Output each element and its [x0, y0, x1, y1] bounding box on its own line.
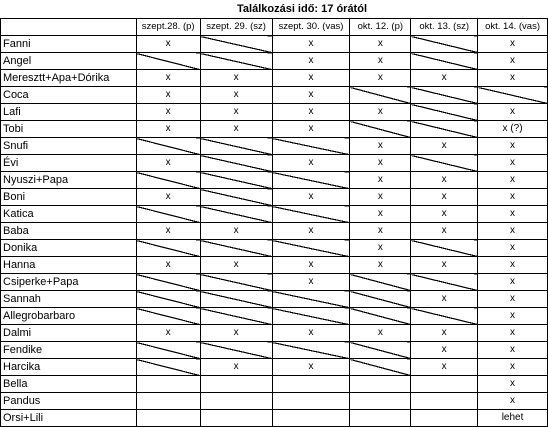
availability-cell[interactable]: x [478, 240, 548, 257]
availability-cell[interactable]: x [478, 223, 548, 240]
availability-cell[interactable]: x [350, 155, 411, 172]
availability-cell[interactable]: x [272, 155, 350, 172]
availability-cell[interactable]: x [272, 36, 350, 53]
empty-cell[interactable] [136, 410, 200, 427]
person-name-cell[interactable]: Bella [1, 376, 137, 393]
unavailable-cell[interactable] [350, 274, 411, 291]
person-name-cell[interactable]: Tobi [1, 121, 137, 138]
availability-cell[interactable]: x [136, 70, 200, 87]
unavailable-cell[interactable] [136, 291, 200, 308]
person-name-cell[interactable]: Nyuszi+Papa [1, 172, 137, 189]
availability-cell[interactable]: x [478, 104, 548, 121]
date-header-cell[interactable]: okt. 14. (vas) [478, 19, 548, 36]
availability-cell[interactable]: x [411, 342, 478, 359]
unavailable-cell[interactable] [200, 36, 272, 53]
availability-cell[interactable]: x [350, 325, 411, 342]
person-name-cell[interactable]: Évi [1, 155, 137, 172]
availability-cell[interactable]: x [411, 138, 478, 155]
availability-cell[interactable]: x [350, 206, 411, 223]
date-header-cell[interactable]: szept. 29. (sz) [200, 19, 272, 36]
availability-cell[interactable]: x [350, 172, 411, 189]
availability-cell[interactable]: x [411, 172, 478, 189]
unavailable-cell[interactable] [136, 53, 200, 70]
empty-cell[interactable] [411, 376, 478, 393]
availability-cell[interactable]: x [136, 325, 200, 342]
header-row [1, 19, 548, 36]
unavailable-cell[interactable] [272, 308, 350, 325]
availability-cell[interactable]: x [478, 206, 548, 223]
person-name-cell[interactable]: Angel [1, 53, 137, 70]
availability-cell[interactable]: x [350, 189, 411, 206]
availability-cell[interactable]: x [478, 308, 548, 325]
unavailable-cell[interactable] [200, 240, 272, 257]
availability-cell[interactable]: x [411, 223, 478, 240]
availability-cell[interactable]: x [272, 87, 350, 104]
table-row [1, 70, 548, 87]
availability-cell[interactable]: x [411, 325, 478, 342]
unavailable-cell[interactable] [411, 155, 478, 172]
person-name-cell[interactable]: Meresztt+Apa+Dórika [1, 70, 137, 87]
table-row [1, 325, 548, 342]
unavailable-cell[interactable] [411, 87, 478, 104]
availability-cell[interactable]: x [136, 87, 200, 104]
availability-cell[interactable]: x [272, 223, 350, 240]
unavailable-cell[interactable] [272, 172, 350, 189]
sheet-title [0, 0, 548, 18]
empty-cell[interactable] [350, 376, 411, 393]
unavailable-cell[interactable] [350, 359, 411, 376]
table-row [1, 104, 548, 121]
unavailable-cell[interactable] [411, 240, 478, 257]
availability-cell[interactable]: x [478, 138, 548, 155]
table-row [1, 53, 548, 70]
table-row [1, 223, 548, 240]
date-header-cell[interactable]: szept. 30. (vas) [272, 19, 350, 36]
availability-cell[interactable]: x [272, 53, 350, 70]
unavailable-cell[interactable] [350, 291, 411, 308]
availability-cell[interactable]: x [478, 291, 548, 308]
table-row [1, 274, 548, 291]
availability-cell[interactable]: x [200, 70, 272, 87]
availability-cell[interactable]: x [350, 223, 411, 240]
availability-cell[interactable]: x [478, 257, 548, 274]
availability-cell[interactable]: x [478, 359, 548, 376]
person-name-cell[interactable]: Katica [1, 206, 137, 223]
availability-cell[interactable]: x [350, 104, 411, 121]
empty-cell[interactable] [200, 393, 272, 410]
availability-cell[interactable]: x [272, 257, 350, 274]
person-name-cell[interactable]: Sannah [1, 291, 137, 308]
person-name-cell[interactable]: Coca [1, 87, 137, 104]
table-row [1, 189, 548, 206]
unavailable-cell[interactable] [350, 342, 411, 359]
unavailable-cell[interactable] [350, 121, 411, 138]
person-name-cell[interactable]: Fendike [1, 342, 137, 359]
availability-cell[interactable]: x [272, 359, 350, 376]
availability-cell[interactable]: x [272, 189, 350, 206]
table-row [1, 240, 548, 257]
availability-cell[interactable]: x [272, 325, 350, 342]
unavailable-cell[interactable] [136, 342, 200, 359]
person-name-cell[interactable]: Hanna [1, 257, 137, 274]
attendance-table [0, 18, 548, 427]
unavailable-cell[interactable] [136, 172, 200, 189]
availability-cell[interactable]: x [350, 36, 411, 53]
unavailable-cell[interactable] [272, 206, 350, 223]
availability-cell[interactable]: x [411, 359, 478, 376]
person-name-cell[interactable]: Donika [1, 240, 137, 257]
table-row [1, 410, 548, 427]
person-name-cell[interactable]: Csiperke+Papa [1, 274, 137, 291]
unavailable-cell[interactable] [200, 308, 272, 325]
availability-cell[interactable]: x [350, 70, 411, 87]
person-name-cell[interactable]: Snufi [1, 138, 137, 155]
availability-cell[interactable]: x [411, 70, 478, 87]
table-row [1, 376, 548, 393]
unavailable-cell[interactable] [411, 36, 478, 53]
availability-cell[interactable]: x [478, 53, 548, 70]
availability-cell[interactable]: x [200, 359, 272, 376]
unavailable-cell[interactable] [200, 206, 272, 223]
unavailable-cell[interactable] [200, 189, 272, 206]
availability-cell[interactable]: x [136, 189, 200, 206]
empty-cell[interactable] [200, 376, 272, 393]
empty-cell[interactable] [411, 393, 478, 410]
date-header-cell[interactable]: okt. 13. (sz) [411, 19, 478, 36]
availability-cell[interactable]: x [478, 155, 548, 172]
availability-cell[interactable]: x [411, 189, 478, 206]
person-name-cell[interactable]: Orsi+Lili [1, 410, 137, 427]
unavailable-cell[interactable] [136, 308, 200, 325]
availability-cell[interactable]: x [478, 393, 548, 410]
table-row [1, 87, 548, 104]
unavailable-cell[interactable] [136, 206, 200, 223]
availability-cell[interactable]: x (?) [478, 121, 548, 138]
date-header-cell[interactable]: okt. 12. (p) [350, 19, 411, 36]
availability-cell[interactable]: x [272, 70, 350, 87]
unavailable-cell[interactable] [272, 291, 350, 308]
sheet-title-text: Találkozási idő: 17 órától [237, 3, 367, 15]
person-name-cell[interactable]: Fanni [1, 36, 137, 53]
availability-cell[interactable]: x [136, 155, 200, 172]
availability-cell[interactable]: x [272, 104, 350, 121]
person-name-cell[interactable]: Dalmi [1, 325, 137, 342]
table-row [1, 393, 548, 410]
table-row [1, 121, 548, 138]
availability-cell[interactable]: x [200, 104, 272, 121]
availability-cell[interactable]: x [136, 104, 200, 121]
empty-cell[interactable] [200, 410, 272, 427]
availability-cell[interactable]: x [136, 36, 200, 53]
unavailable-cell[interactable] [136, 138, 200, 155]
empty-cell[interactable] [272, 376, 350, 393]
table-row [1, 138, 548, 155]
availability-cell[interactable]: x [411, 257, 478, 274]
availability-cell[interactable]: x [350, 240, 411, 257]
availability-cell[interactable]: x [272, 121, 350, 138]
unavailable-cell[interactable] [200, 155, 272, 172]
table-row [1, 291, 548, 308]
availability-cell[interactable]: x [411, 291, 478, 308]
availability-cell[interactable]: lehet [478, 410, 548, 427]
unavailable-cell[interactable] [136, 274, 200, 291]
availability-cell[interactable]: x [411, 206, 478, 223]
table-row [1, 155, 548, 172]
availability-cell[interactable]: x [200, 257, 272, 274]
empty-cell[interactable] [350, 410, 411, 427]
availability-cell[interactable]: x [478, 70, 548, 87]
header-corner-cell[interactable] [1, 19, 137, 36]
unavailable-cell[interactable] [350, 87, 411, 104]
table-row [1, 206, 548, 223]
table-row [1, 36, 548, 53]
availability-cell[interactable]: x [350, 138, 411, 155]
availability-cell[interactable]: x [136, 223, 200, 240]
unavailable-cell[interactable] [200, 138, 272, 155]
availability-cell[interactable]: x [136, 121, 200, 138]
availability-cell[interactable]: x [478, 189, 548, 206]
availability-cell[interactable]: x [272, 274, 350, 291]
unavailable-cell[interactable] [411, 53, 478, 70]
person-name-cell[interactable]: Boni [1, 189, 137, 206]
availability-cell[interactable]: x [350, 53, 411, 70]
unavailable-cell[interactable] [411, 104, 478, 121]
availability-cell[interactable]: x [200, 325, 272, 342]
empty-cell[interactable] [272, 410, 350, 427]
empty-cell[interactable] [350, 393, 411, 410]
unavailable-cell[interactable] [411, 308, 478, 325]
empty-cell[interactable] [272, 393, 350, 410]
person-name-cell[interactable]: Baba [1, 223, 137, 240]
person-name-cell[interactable]: Lafi [1, 104, 137, 121]
table-row [1, 359, 548, 376]
table-row [1, 308, 548, 325]
empty-cell[interactable] [136, 393, 200, 410]
availability-cell[interactable]: x [478, 172, 548, 189]
person-name-cell[interactable]: Pandus [1, 393, 137, 410]
empty-cell[interactable] [136, 376, 200, 393]
unavailable-cell[interactable] [200, 274, 272, 291]
availability-cell[interactable]: x [478, 342, 548, 359]
unavailable-cell[interactable] [200, 53, 272, 70]
unavailable-cell[interactable] [136, 359, 200, 376]
unavailable-cell[interactable] [272, 342, 350, 359]
empty-cell[interactable] [411, 410, 478, 427]
unavailable-cell[interactable] [478, 87, 548, 104]
table-row [1, 172, 548, 189]
table-row [1, 342, 548, 359]
availability-cell[interactable]: x [478, 376, 548, 393]
availability-cell[interactable]: x [200, 87, 272, 104]
unavailable-cell[interactable] [136, 240, 200, 257]
availability-cell[interactable]: x [200, 223, 272, 240]
unavailable-cell[interactable] [411, 121, 478, 138]
unavailable-cell[interactable] [272, 138, 350, 155]
availability-cell[interactable]: x [350, 257, 411, 274]
unavailable-cell[interactable] [200, 291, 272, 308]
availability-cell[interactable]: x [478, 274, 548, 291]
availability-cell[interactable]: x [478, 36, 548, 53]
unavailable-cell[interactable] [200, 172, 272, 189]
person-name-cell[interactable]: Allegrobarbaro [1, 308, 137, 325]
unavailable-cell[interactable] [411, 274, 478, 291]
date-header-cell[interactable]: szept.28. (p) [136, 19, 200, 36]
unavailable-cell[interactable] [350, 308, 411, 325]
unavailable-cell[interactable] [272, 240, 350, 257]
availability-cell[interactable]: x [478, 325, 548, 342]
availability-cell[interactable]: x [200, 121, 272, 138]
table-row [1, 257, 548, 274]
person-name-cell[interactable]: Harcika [1, 359, 137, 376]
unavailable-cell[interactable] [200, 342, 272, 359]
availability-cell[interactable]: x [136, 257, 200, 274]
